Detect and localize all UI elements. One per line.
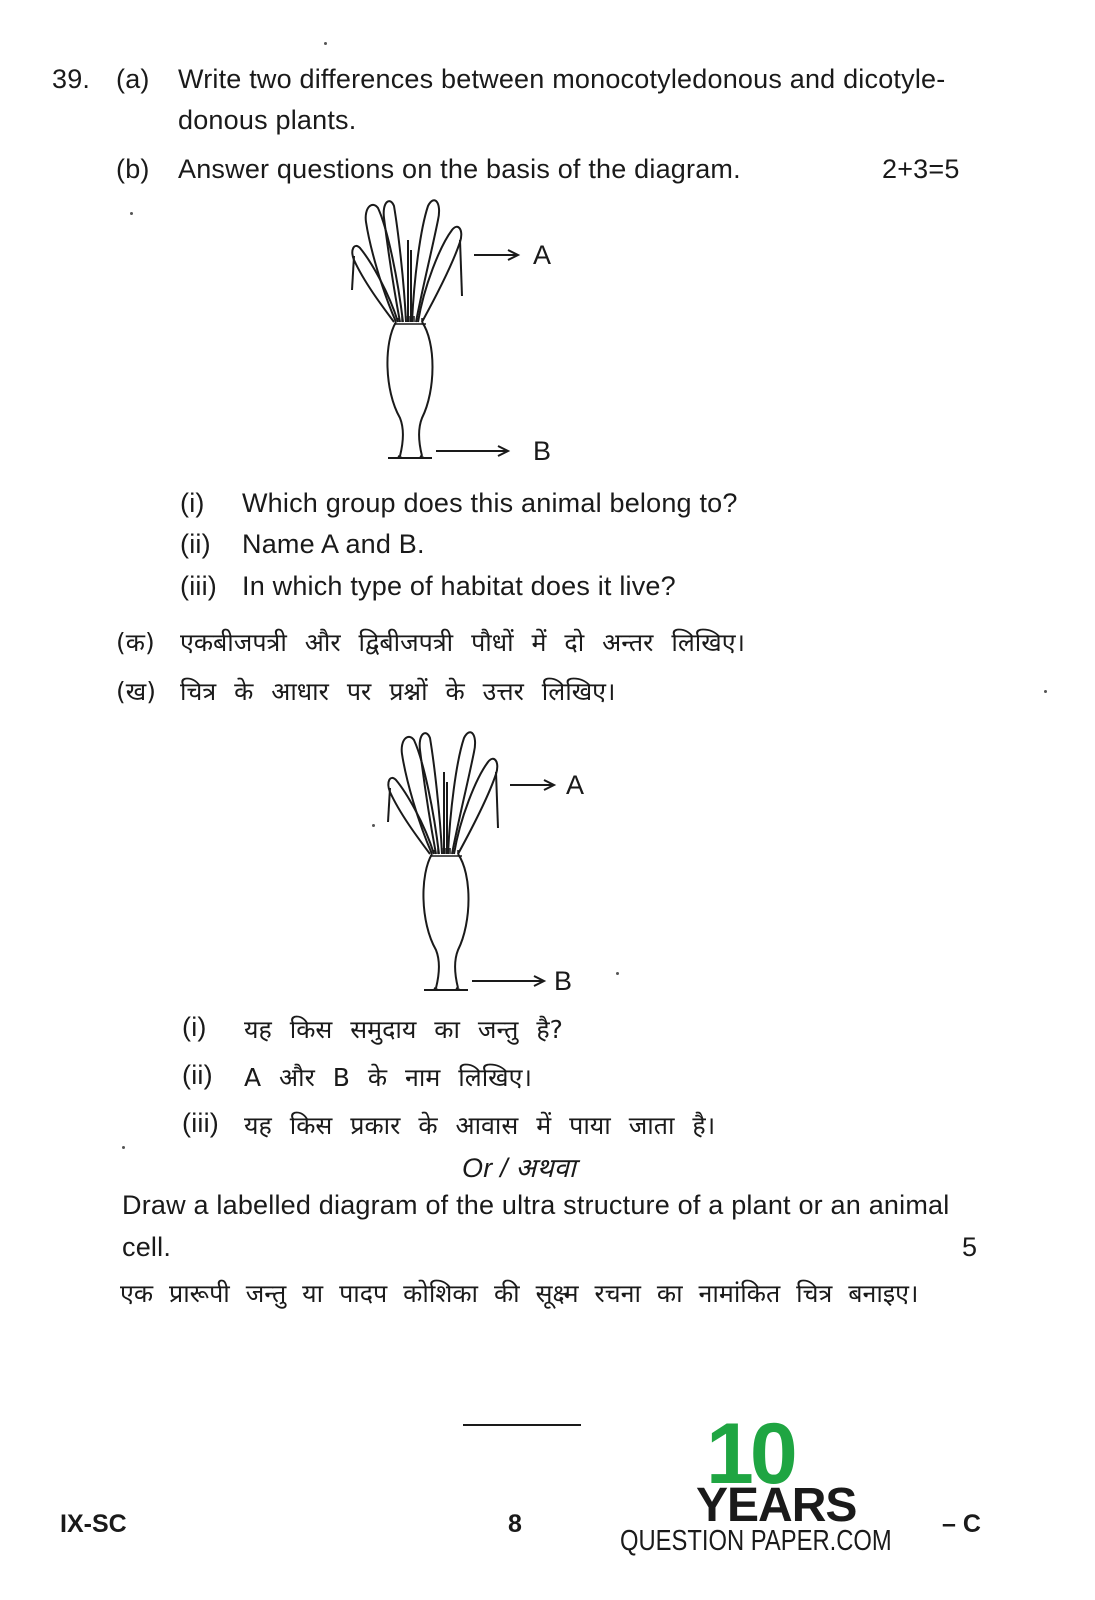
diagram-label-b-1: B bbox=[533, 436, 552, 466]
question-number: 39. bbox=[52, 64, 91, 94]
watermark-logo-site: QUESTION PAPER.COM bbox=[620, 1525, 892, 1557]
sub-q-en-1-num: (i) bbox=[180, 488, 205, 518]
hydra-diagram-1 bbox=[348, 190, 478, 470]
scan-speck bbox=[324, 42, 327, 45]
sub-q-hi-3-text: यह किस प्रकार के आवास में पाया जाता है। bbox=[244, 1111, 716, 1140]
part-ka-label: (क) bbox=[116, 628, 155, 657]
label-arrow-a-2 bbox=[508, 778, 558, 792]
diagram-label-a-2: A bbox=[566, 770, 585, 800]
part-b-label: (b) bbox=[116, 154, 150, 184]
footer-page-number: 8 bbox=[508, 1510, 522, 1538]
alt-question-line1: Draw a labelled diagram of the ultra structure of a plant or an animal bbox=[122, 1190, 950, 1220]
label-arrow-a-1 bbox=[472, 248, 522, 262]
part-a-label: (a) bbox=[116, 64, 150, 94]
alt-question-marks: 5 bbox=[962, 1232, 978, 1262]
alt-question-line2: cell. bbox=[122, 1232, 172, 1262]
part-kha-label: (ख) bbox=[116, 677, 156, 706]
part-kha-text: चित्र के आधार पर प्रश्नों के उत्तर लिखिए। bbox=[180, 677, 616, 706]
sub-q-hi-2-text: A और B के नाम लिखिए। bbox=[244, 1063, 532, 1092]
watermark-logo-10: 10 bbox=[706, 1406, 794, 1502]
part-a-text-line1: Write two differences between monocotyledonous and dicotyle- bbox=[178, 64, 946, 94]
sub-q-hi-1-num: (i) bbox=[182, 1012, 207, 1042]
scan-speck bbox=[1044, 690, 1047, 693]
scan-speck bbox=[122, 1146, 125, 1149]
sub-q-en-3-text: In which type of habitat does it live? bbox=[242, 571, 676, 601]
alt-question-hindi: एक प्रारूपी जन्तु या पादप कोशिका की सूक्ष्म रचना का नामांकित चित्र बनाइए। bbox=[120, 1279, 919, 1308]
label-arrow-b-1 bbox=[434, 444, 514, 458]
part-ka-text: एकबीजपत्री और द्विबीजपत्री पौधों में दो अन्तर लिखिए। bbox=[180, 628, 746, 657]
sub-q-en-2-text: Name A and B. bbox=[242, 529, 425, 559]
sub-q-en-3-num: (iii) bbox=[180, 571, 217, 601]
end-rule bbox=[463, 1424, 581, 1426]
part-b-text: Answer questions on the basis of the diagram. bbox=[178, 154, 741, 184]
label-arrow-b-2 bbox=[470, 974, 550, 988]
footer-set: – C bbox=[942, 1510, 981, 1538]
or-separator: Or / अथवा bbox=[462, 1153, 576, 1183]
sub-q-hi-2-num: (ii) bbox=[182, 1060, 213, 1090]
watermark-logo-years: YEARS bbox=[696, 1479, 857, 1532]
scan-speck bbox=[616, 972, 619, 975]
scan-speck bbox=[372, 824, 375, 827]
diagram-label-b-2: B bbox=[554, 966, 573, 996]
diagram-label-a-1: A bbox=[533, 240, 552, 270]
hydra-diagram-2 bbox=[384, 722, 514, 1002]
sub-q-en-2-num: (ii) bbox=[180, 529, 211, 559]
sub-q-en-1-text: Which group does this animal belong to? bbox=[242, 488, 738, 518]
sub-q-hi-3-num: (iii) bbox=[182, 1108, 219, 1138]
part-a-text-line2: donous plants. bbox=[178, 105, 357, 135]
part-b-marks: 2+3=5 bbox=[882, 154, 960, 184]
scan-speck bbox=[130, 212, 133, 215]
footer-code: IX-SC bbox=[60, 1510, 127, 1538]
sub-q-hi-1-text: यह किस समुदाय का जन्तु है? bbox=[244, 1015, 563, 1044]
